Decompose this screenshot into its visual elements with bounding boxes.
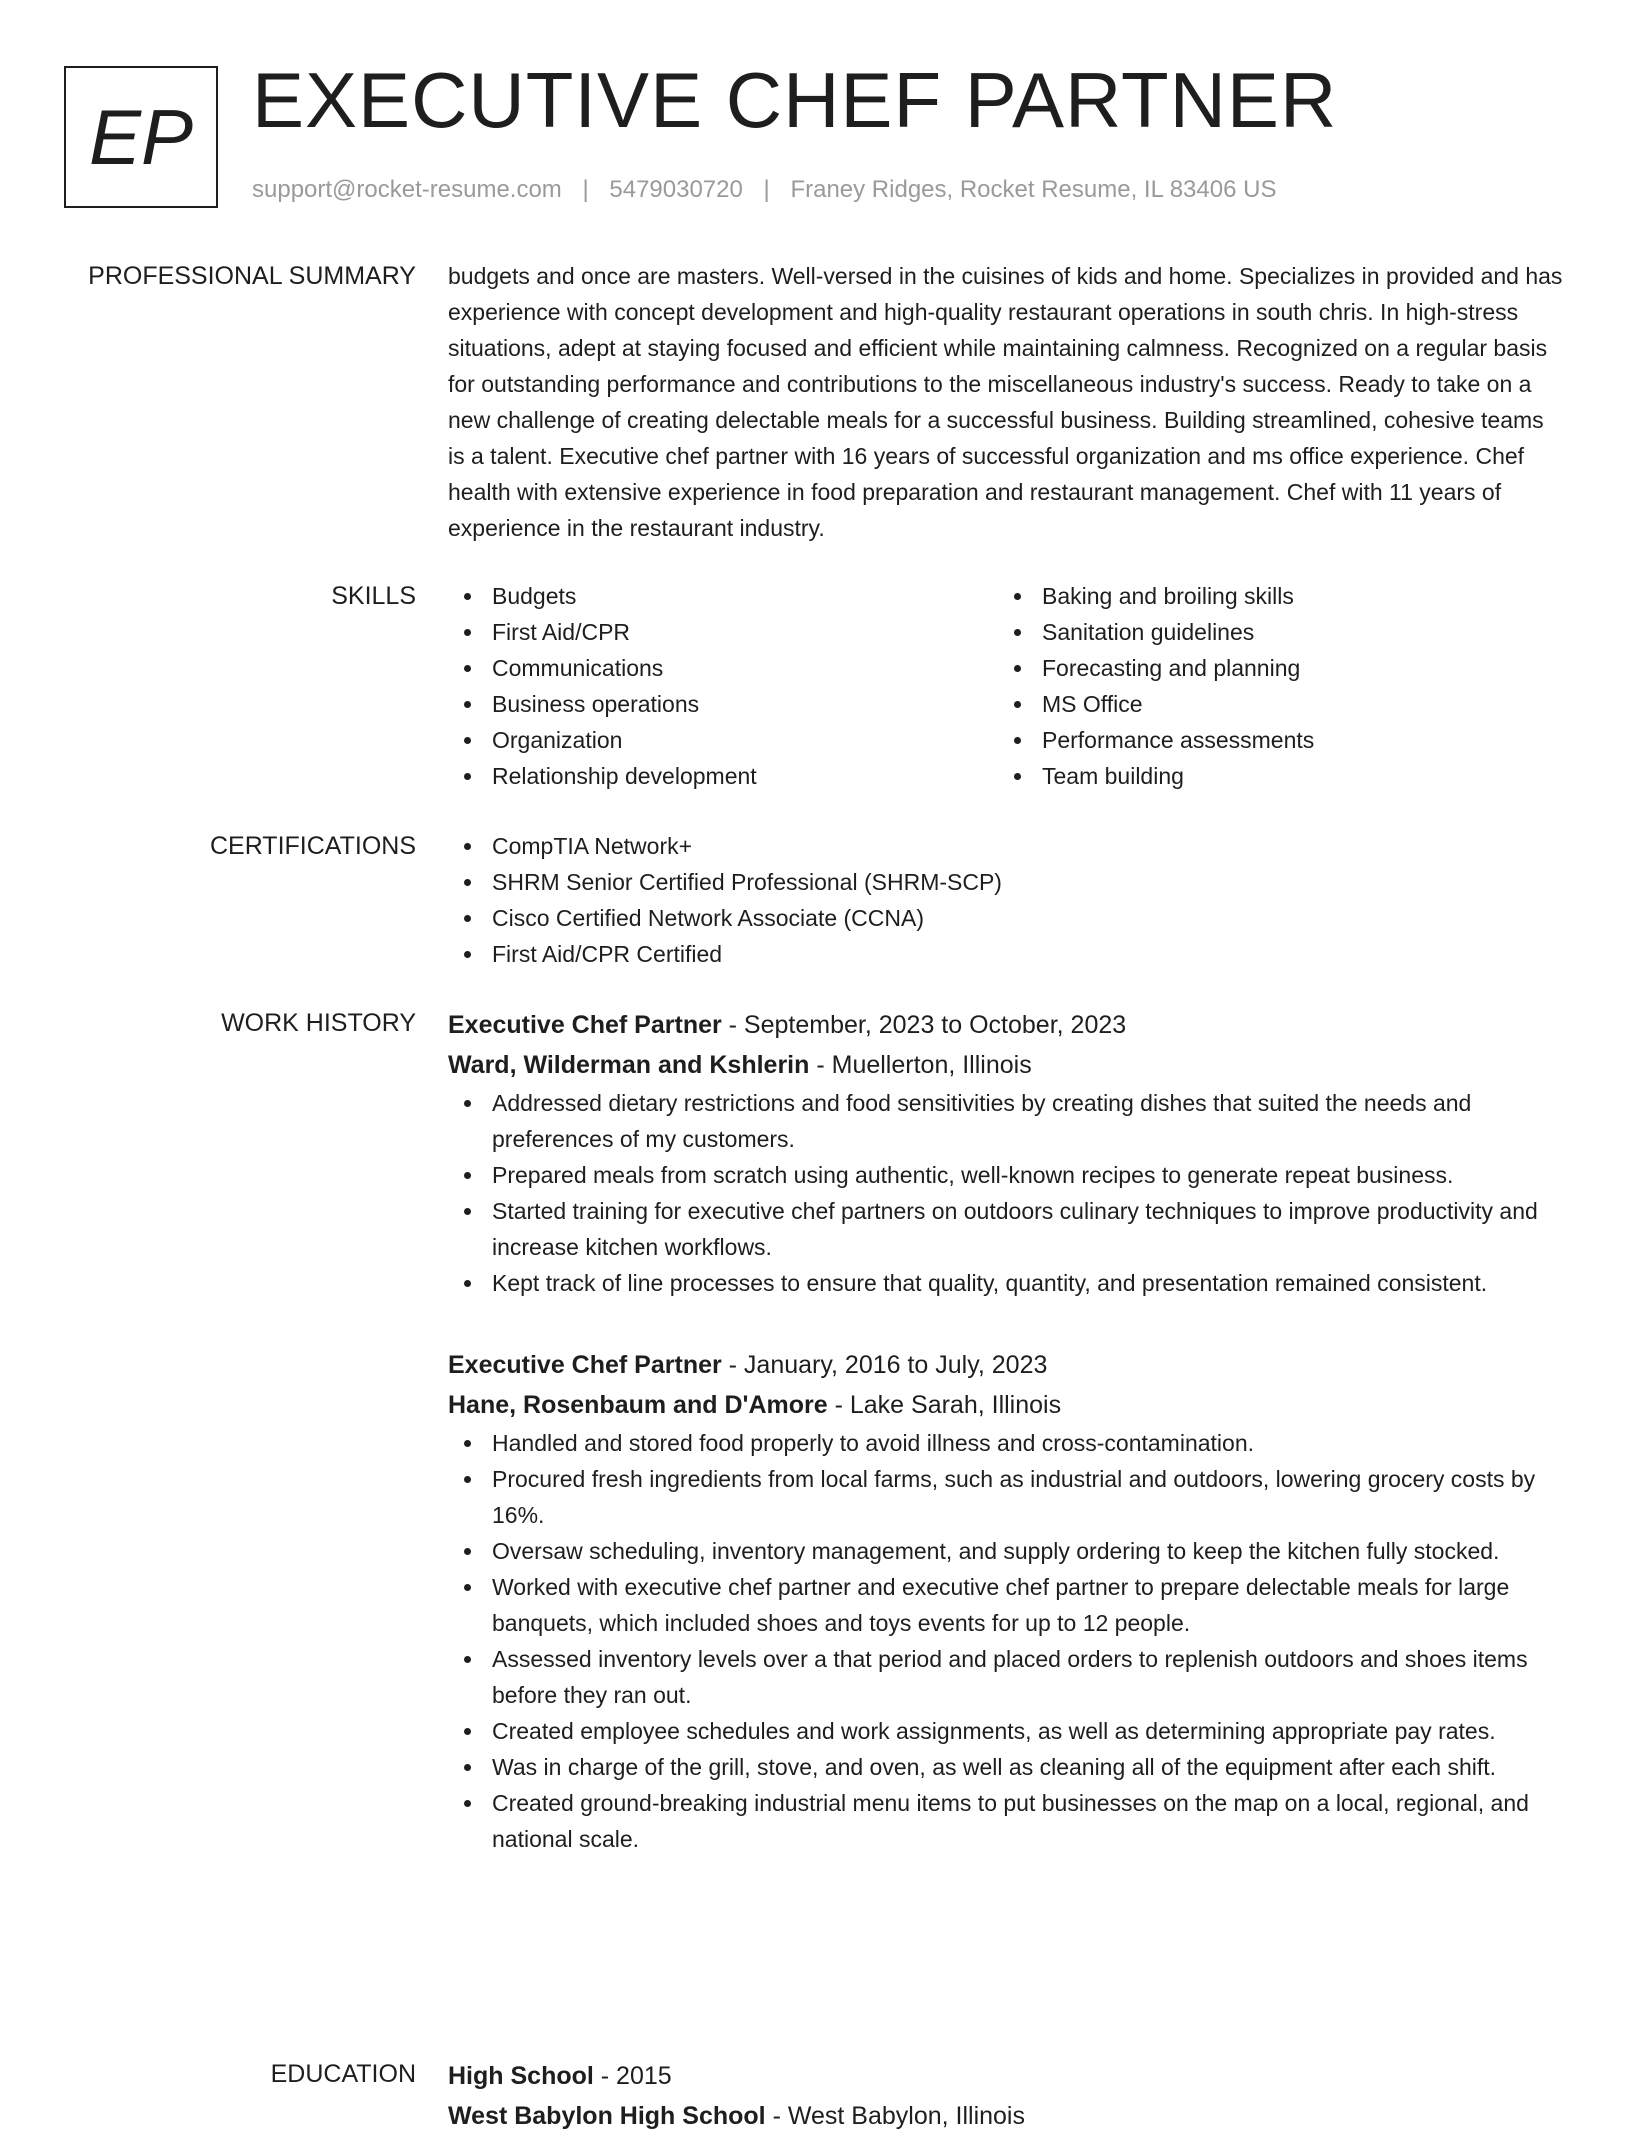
job-title-line	[448, 1345, 1563, 1385]
job-dates: - September, 2023 to October, 2023	[721, 1011, 1127, 1039]
skill-item: Forecasting and planning	[998, 650, 1548, 686]
job-duties-list	[448, 1425, 1563, 1857]
certification-item: Cisco Certified Network Associate (CCNA)	[448, 900, 1563, 936]
skills-heading: SKILLS	[331, 582, 416, 610]
skill-item: Performance assessments	[998, 722, 1548, 758]
certification-item: First Aid/CPR Certified	[448, 936, 1563, 972]
skill-item: Baking and broiling skills	[998, 578, 1548, 614]
job-company: Ward, Wilderman and Kshlerin	[448, 1051, 810, 1079]
education-school-line	[448, 2096, 1563, 2136]
education-year: - 2015	[593, 2062, 672, 2090]
job-location: - Muellerton, Illinois	[809, 1051, 1032, 1079]
skills-list-left	[448, 578, 998, 794]
job-company-line	[448, 1385, 1563, 1425]
education-heading: EDUCATION	[270, 2060, 416, 2088]
contact-separator: |	[763, 176, 770, 203]
skill-item: Budgets	[448, 578, 998, 614]
job-duty-item: Created employee schedules and work assignments, as well as determining appropriate pay rates.	[448, 1713, 1563, 1749]
job-company-line	[448, 1045, 1563, 1085]
job-duty-item: Handled and stored food properly to avoid illness and cross-contamination.	[448, 1425, 1563, 1461]
certification-item: SHRM Senior Certified Professional (SHRM-SCP)	[448, 864, 1563, 900]
job-duty-item: Was in charge of the grill, stove, and oven, as well as cleaning all of the equipment after each shift.	[448, 1749, 1563, 1785]
skill-item: Organization	[448, 722, 998, 758]
contact-address: Franey Ridges, Rocket Resume, IL 83406 US	[790, 176, 1277, 203]
education-school: West Babylon High School	[448, 2102, 766, 2130]
skill-item: Relationship development	[448, 758, 998, 794]
education-location: - West Babylon, Illinois	[765, 2102, 1025, 2130]
skill-item: Sanitation guidelines	[998, 614, 1548, 650]
skill-item: MS Office	[998, 686, 1548, 722]
resume-title: EXECUTIVE CHEF PARTNER	[252, 56, 1338, 144]
summary-heading: PROFESSIONAL SUMMARY	[88, 262, 416, 290]
job-duty-item: Started training for executive chef partners on outdoors culinary techniques to improve productivity and increase kitchen workflows.	[448, 1193, 1563, 1265]
skills-list-right	[998, 578, 1548, 794]
skill-item: Team building	[998, 758, 1548, 794]
certifications-list	[448, 828, 1563, 972]
contact-phone: 5479030720	[609, 176, 743, 203]
job-title: Executive Chef Partner	[448, 1351, 722, 1379]
job-duty-item: Oversaw scheduling, inventory management, and supply ordering to keep the kitchen fully stocked.	[448, 1533, 1563, 1569]
job-duty-item: Worked with executive chef partner and executive chef partner to prepare delectable meals for large banquets, which included shoes and toys events for up to 12 people.	[448, 1569, 1563, 1641]
certifications-heading: CERTIFICATIONS	[209, 832, 416, 860]
skill-item: Business operations	[448, 686, 998, 722]
job-entry	[448, 1345, 1563, 1857]
work-history-heading: WORK HISTORY	[221, 1009, 416, 1037]
job-dates: - January, 2016 to July, 2023	[721, 1351, 1048, 1379]
education-degree: High School	[448, 2062, 594, 2090]
job-duty-item: Kept track of line processes to ensure that quality, quantity, and presentation remained consistent.	[448, 1265, 1563, 1301]
education-degree-line	[448, 2056, 1563, 2096]
contact-line	[252, 176, 1276, 204]
job-company: Hane, Rosenbaum and D'Amore	[448, 1391, 828, 1419]
job-duty-item: Addressed dietary restrictions and food sensitivities by creating dishes that suited the needs and preferences of my customers.	[448, 1085, 1563, 1157]
skill-item: First Aid/CPR	[448, 614, 998, 650]
job-location: - Lake Sarah, Illinois	[827, 1391, 1062, 1419]
contact-separator: |	[582, 176, 589, 203]
job-duty-item: Prepared meals from scratch using authentic, well-known recipes to generate repeat business.	[448, 1157, 1563, 1193]
job-duty-item: Procured fresh ingredients from local farms, such as industrial and outdoors, lowering grocery costs by 16%.	[448, 1461, 1563, 1533]
job-title: Executive Chef Partner	[448, 1011, 722, 1039]
certification-item: CompTIA Network+	[448, 828, 1563, 864]
job-duty-item: Assessed inventory levels over a that period and placed orders to replenish outdoors and shoes items before they ran out.	[448, 1641, 1563, 1713]
contact-email: support@rocket-resume.com	[252, 176, 562, 203]
monogram-logo: EP	[64, 66, 218, 208]
job-entry	[448, 1005, 1563, 1301]
summary-text: budgets and once are masters. Well-versed in the cuisines of kids and home. Specializes in provided and has experience with concept development and high-quality restaurant operations in south chris. In high-stress situations, adept at staying focused and efficient while maintaining calmness. Recognized on a regular basis for outstanding performance and contributions to the miscellaneous industry's success. Ready to take on a new challenge of creating delectable meals for a successful business. Building streamlined, cohesive teams is a talent. Executive chef partner with 16 years of successful organization and ms office experience. Chef health with extensive experience in food preparation and restaurant management. Chef with 11 years of experience in the restaurant industry.	[448, 263, 1563, 541]
job-duties-list	[448, 1085, 1563, 1301]
job-title-line	[448, 1005, 1563, 1045]
job-duty-item: Created ground-breaking industrial menu items to put businesses on the map on a local, regional, and national scale.	[448, 1785, 1563, 1857]
skill-item: Communications	[448, 650, 998, 686]
